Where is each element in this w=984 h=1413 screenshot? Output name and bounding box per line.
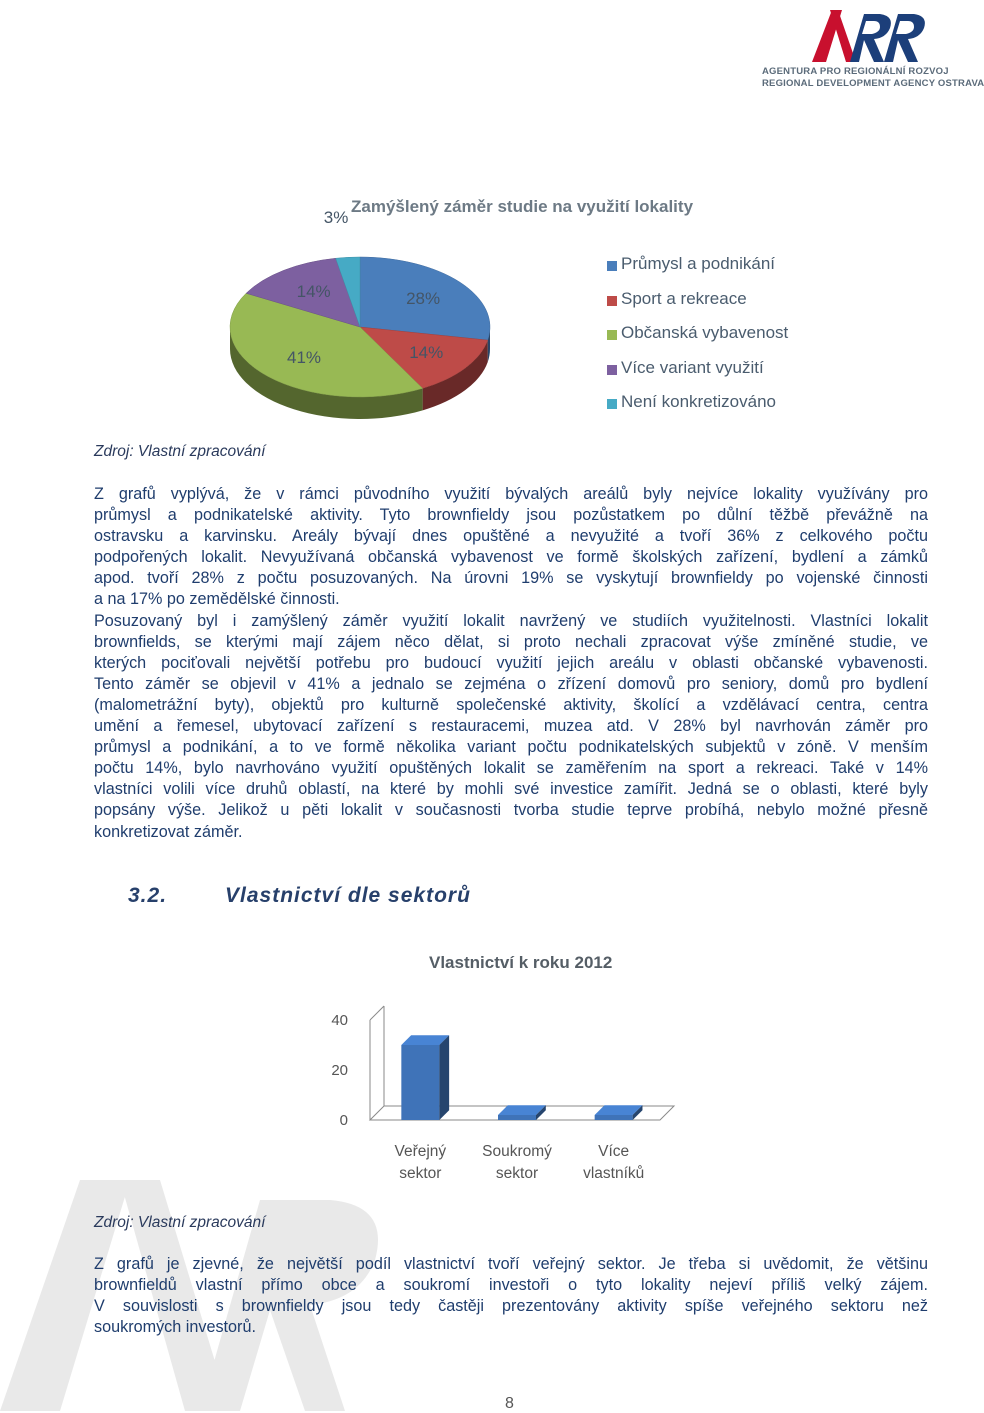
- bar-chart: [300, 1000, 680, 1190]
- pie-data-label: 3%: [323, 207, 349, 227]
- legend-swatch: [607, 399, 617, 409]
- section-number: 3.2.: [128, 884, 168, 907]
- paragraph-line: Posuzovaný byl i zamýšlený záměr využití lokalit navržený ve studiích využitelnosti. Vlastníci lokalit: [94, 611, 928, 630]
- org-name-cz: AGENTURA PRO REGIONÁLNÍ ROZVOJ: [762, 66, 949, 77]
- y-tick-label: 20: [331, 1062, 348, 1079]
- x-tick-label: sektor: [495, 1165, 539, 1182]
- paragraph-line: umění a řemesel, ubytovací zařízení s restauracemi, muzea atd. V 28% byl navrhován záměr pro: [94, 717, 928, 736]
- y-tick-label: 40: [331, 1012, 348, 1029]
- paragraph-line: vlastníci volili více druhů oblastí, na které by mohli své investice zamířit. Jedná se o oblasti, které byly: [94, 780, 928, 799]
- paragraph-line: průmysl a podnikání, a to ve formě několika variant počtu podnikatelských subjektů v zóně. V menším: [94, 738, 928, 757]
- paragraph-line: konkretizovat záměr.: [94, 822, 243, 841]
- x-tick-label: vlastníků: [583, 1165, 645, 1182]
- paragraph-line: průmysl a podnikatelské aktivity. Tyto brownfieldy jsou pozůstatkem po důlní těžbě převážně na: [94, 506, 928, 525]
- bar: [498, 1115, 536, 1120]
- pie-data-label: 41%: [287, 347, 322, 367]
- paragraph-line: ostravsku a karvinsku. Areály bývají dnes opuštěné a nevyužité a tvoří 36% z celkového počtu: [94, 527, 928, 546]
- paragraph-line: brownfieldů vlastní přímo obce a soukromí investoři o tyto lokality nejeví příliš velký zájem.: [94, 1276, 928, 1295]
- pie-chart: [220, 235, 510, 435]
- paragraph-line: Z grafů je zjevné, že největší podíl vlastnictví tvoří veřejný sektor. Je třeba si uvědomit, že většinu: [94, 1255, 928, 1273]
- chart2-title: Vlastnictví k roku 2012: [429, 953, 613, 972]
- y-tick-label: 0: [339, 1112, 348, 1129]
- legend-label: Sport a rekreace: [621, 288, 747, 308]
- page-number: 8: [505, 1395, 514, 1412]
- paragraph-1: [94, 484, 928, 843]
- paragraph-line: Tento záměr se objevil v 41% a jednalo se zejména o zřízení domovů pro seniory, domů pro bydlení: [94, 674, 928, 693]
- paragraph-line: brownfields, se kterými mají zájem něco dělat, si proto nechali zpracovat výše zmíněné studie, ve: [94, 632, 928, 651]
- paragraph-2: [94, 1254, 928, 1338]
- org-name-en: REGIONAL DEVELOPMENT AGENCY OSTRAVA: [762, 78, 984, 89]
- x-tick-label: Soukromý: [482, 1143, 552, 1160]
- x-tick-label: sektor: [399, 1165, 442, 1182]
- paragraph-line: apod. tvoří 28% z počtu posuzovaných. Na úrovni 19% se vyskytují brownfieldy po vojenské činnosti: [94, 569, 928, 588]
- chart-wall-edge: [370, 1006, 384, 1020]
- section-heading: [128, 884, 471, 908]
- x-tick-label: Více: [598, 1143, 630, 1160]
- paragraph-line: Z grafů vyplývá, že v rámci původního využití bývalých areálů byly nejvíce lokality využívány pro: [94, 485, 928, 503]
- bar: [401, 1045, 439, 1120]
- legend-label: Občanská vybavenost: [621, 323, 789, 342]
- pie-data-label: 28%: [406, 289, 441, 309]
- arr-logo-mark: [812, 10, 925, 62]
- bar-side: [439, 1035, 449, 1120]
- paragraph-line: popsány výše. Jelikož u pěti lokalit v současnosti tvorba studie teprve probíhá, nebylo možné přesně: [94, 801, 928, 820]
- legend-swatch: [607, 261, 617, 271]
- paragraph-line: počtu 14%, bylo navrhováno využití opuštěných lokalit se zaměřením na sport a rekreaci. Také v 14%: [94, 759, 928, 778]
- paragraph-line: podpořených lokalit. Nevyužívaná občanská vybavenost ve formě školských zařízení, bydlení a zámků: [94, 548, 928, 567]
- pie-data-label: 14%: [409, 342, 444, 362]
- legend-swatch: [607, 296, 617, 306]
- bar: [595, 1115, 633, 1120]
- paragraph-line: (malometrážní byty), objektů pro kulturně společenské aktivity, školící a vzdělávací centra, centra: [94, 695, 928, 714]
- paragraph-line: V souvislosti s brownfieldy jsou tedy častěji prezentovány aktivity spíše veřejného sektoru než: [94, 1297, 928, 1316]
- paragraph-line: kterých pociťovali největší potřebu pro budoucí využití jejich areálu v oblasti občanské vybavenosti.: [94, 653, 928, 672]
- paragraph-line: soukromých investorů.: [94, 1318, 256, 1337]
- chart1-source: Zdroj: Vlastní zpracování: [94, 443, 266, 460]
- paragraph-line: a na 17% po zemědělské činnosti.: [94, 590, 340, 609]
- legend-label: Není konkretizováno: [621, 392, 776, 411]
- legend-swatch: [607, 365, 617, 375]
- pie-data-label: 14%: [296, 281, 331, 301]
- legend-label: Průmysl a podnikání: [621, 254, 776, 273]
- legend-swatch: [607, 330, 617, 340]
- legend-label: Více variant využití: [621, 357, 764, 377]
- section-title: Vlastnictví dle sektorů: [225, 884, 471, 907]
- x-tick-label: Veřejný: [394, 1143, 447, 1160]
- chart2-source: Zdroj: Vlastní zpracování: [94, 1214, 266, 1231]
- chart1-title: Zamýšlený záměr studie na využití lokality: [351, 197, 694, 216]
